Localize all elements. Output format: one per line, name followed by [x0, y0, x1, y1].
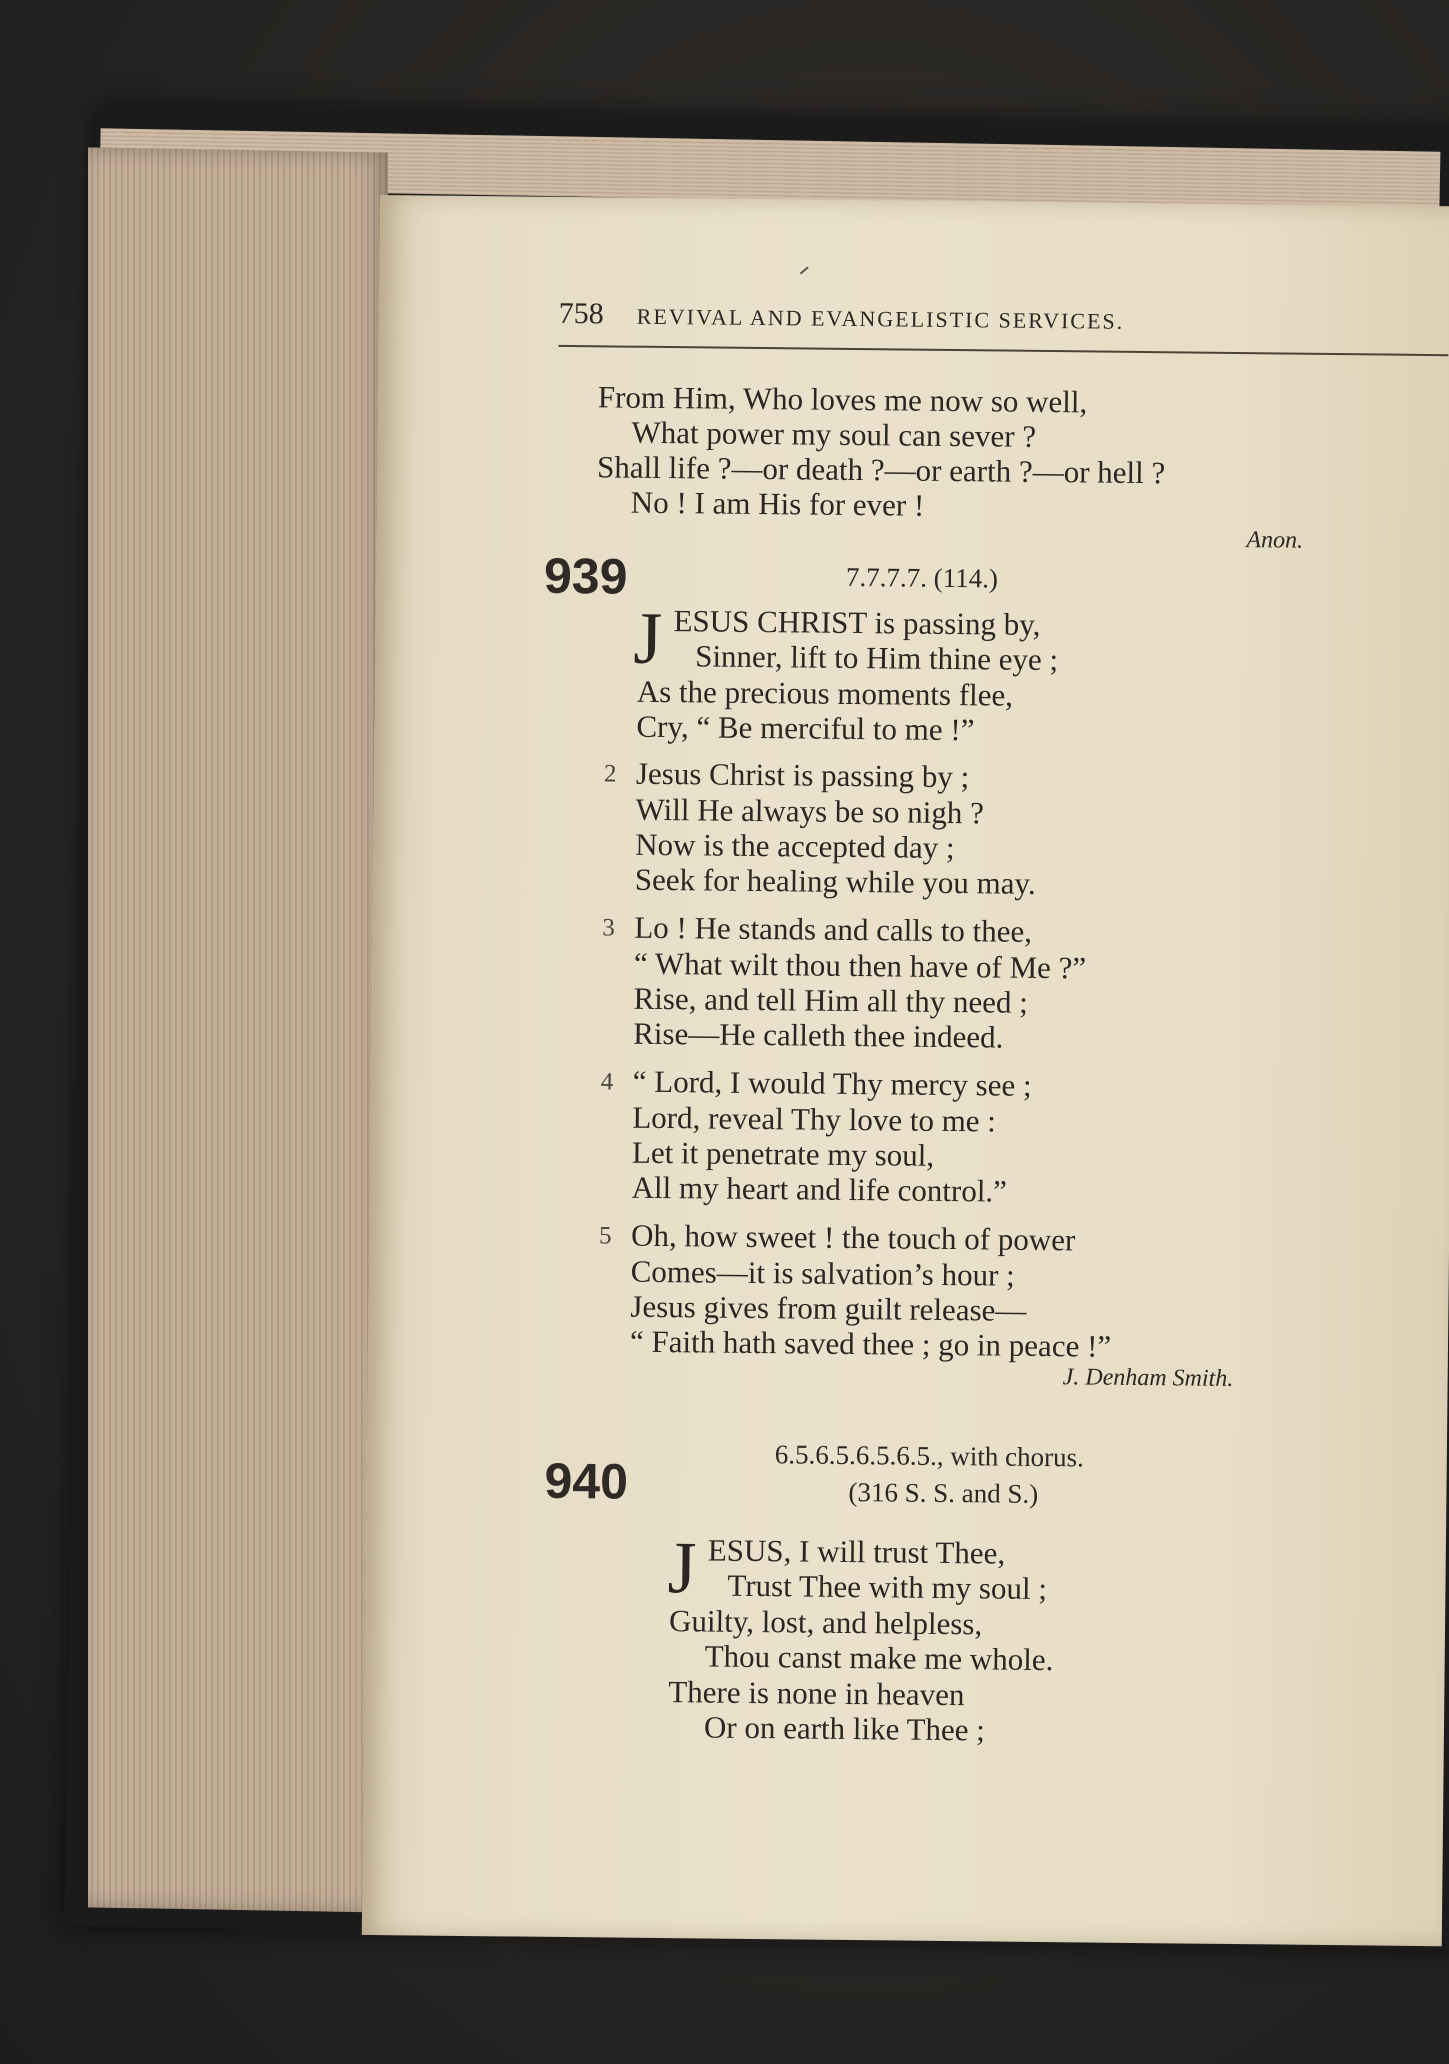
hymn-939-author: J. Denham Smith.	[1062, 1364, 1234, 1392]
hymn-939-line: Rise—He calleth thee indeed.	[633, 1015, 1004, 1055]
verse-number: 2	[603, 760, 617, 788]
hymn-939-line: Oh, how sweet ! the touch of power	[630, 1217, 1076, 1258]
hymn-939-line: Lo ! He stands and calls to thee,	[634, 909, 1033, 949]
hymn-939-line: Lord, reveal Thy love to me :	[632, 1099, 997, 1139]
hymn-939-line: “ Lord, I would Thy mercy see ;	[632, 1063, 1032, 1103]
hymn-940-line: Or on earth like Thee ;	[703, 1709, 986, 1748]
pencil-mark	[800, 267, 809, 275]
verse-number: 3	[602, 914, 615, 942]
hymn-939-line: Cry, “ Be merciful to me !”	[636, 708, 975, 748]
hymn-939-line: Let it penetrate my soul,	[631, 1134, 935, 1173]
hymn-940-line: Guilty, lost, and helpless,	[668, 1603, 983, 1642]
hymn-939-line: “ Faith hath saved thee ; go in peace !”	[629, 1323, 1112, 1364]
hymn-meter-tune: (316 S. S. and S.)	[848, 1476, 1039, 1509]
page-edges-left	[88, 147, 388, 1912]
hymn-939-line: Rise, and tell Him all thy need ;	[633, 980, 1029, 1020]
drop-cap: J	[632, 597, 663, 680]
hymn-number: 939	[543, 547, 628, 605]
hymn-940-line: Thou canst make me whole.	[704, 1638, 1054, 1678]
section-title: REVIVAL AND EVANGELISTIC SERVICES.	[636, 303, 1125, 334]
book-page	[362, 195, 1449, 1946]
verse-number: 5	[598, 1222, 612, 1250]
verse-number: 4	[600, 1068, 614, 1096]
page-number: 758	[558, 296, 604, 331]
hymn-938-line: From Him, Who loves me now so well,	[597, 379, 1088, 420]
hymn-939-line: Will He always be so nigh ?	[635, 791, 985, 831]
hymn-939-line: Jesus gives from guilt release—	[630, 1288, 1027, 1328]
hymn-939-line: “ What wilt thou then have of Me ?”	[633, 945, 1087, 986]
hymn-940-line: ESUS, I will trust Thee,	[707, 1532, 1006, 1571]
hymn-939-line: ESUS CHRIST is passing by,	[673, 603, 1041, 642]
running-head	[558, 297, 1448, 356]
drop-cap: J	[667, 1527, 697, 1610]
hymn-939-line: As the precious moments flee,	[636, 673, 1014, 713]
hymn-939-line: Sinner, lift to Him thine eye ;	[695, 638, 1059, 678]
hymn-939-line: All my heart and life control.”	[631, 1169, 1008, 1209]
hymn-938-line: No ! I am His for ever !	[630, 484, 925, 523]
hymn-940-line: There is none in heaven	[668, 1674, 965, 1713]
hymn-940-line: Trust Thee with my soul ;	[727, 1567, 1048, 1607]
hymn-meter: 6.5.6.5.6.5.6.5., with chorus.	[774, 1439, 1084, 1473]
hymn-number: 940	[544, 1452, 629, 1510]
hymn-939-line: Now is the accepted day ;	[635, 826, 955, 866]
hymn-939-line: Seek for healing while you may.	[634, 861, 1036, 901]
hymn-939-line: Comes—it is salvation’s hour ;	[630, 1253, 1015, 1293]
hymn-938-author: Anon.	[1246, 527, 1304, 554]
hymn-939-line: Jesus Christ is passing by ;	[635, 755, 970, 795]
hymn-938-line: What power my soul can sever ?	[631, 414, 1037, 454]
hymn-meter: 7.7.7.7. (114.)	[845, 561, 999, 594]
hymn-938-line: Shall life ?—or death ?—or earth ?—or hell ?	[596, 449, 1166, 491]
